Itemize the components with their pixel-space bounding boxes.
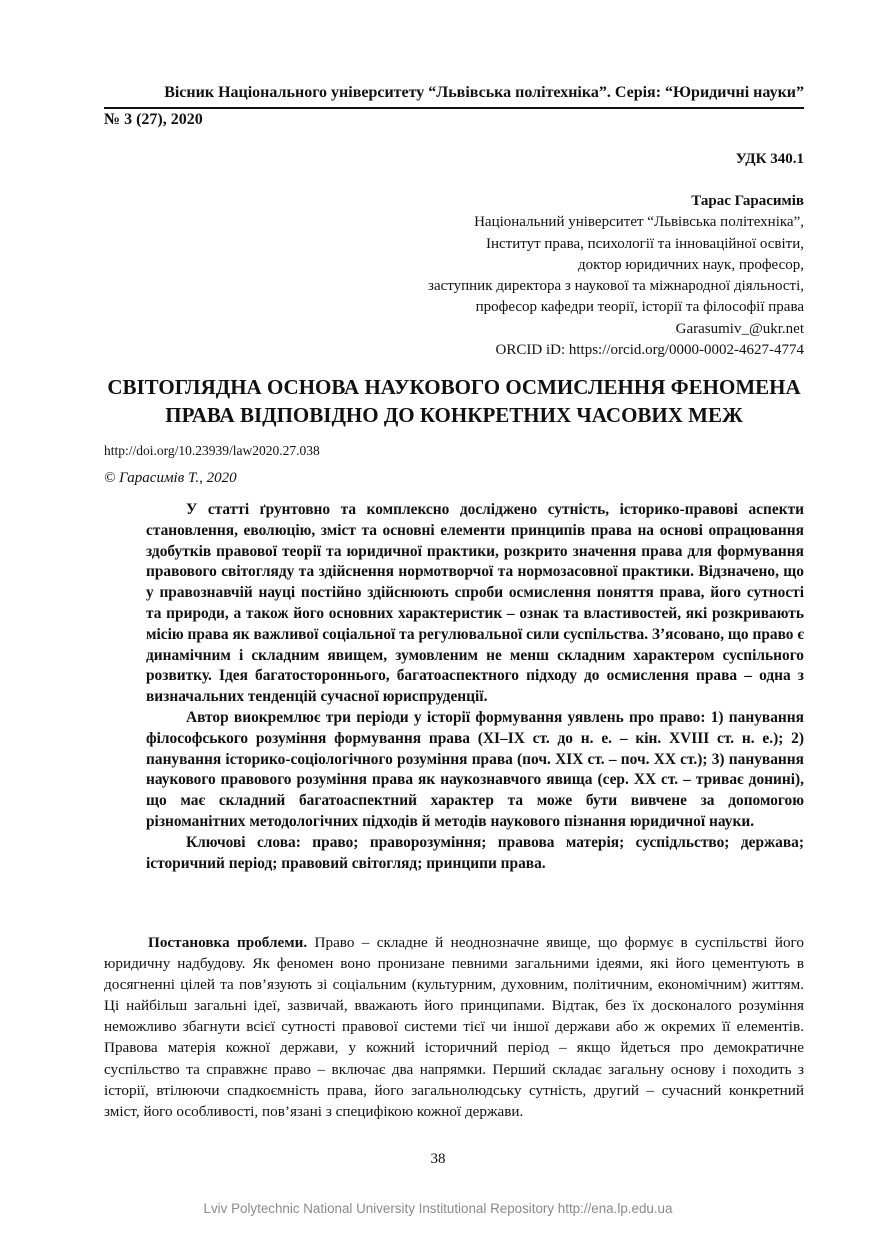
author-affiliation-university: Національний університет “Львівська політехніка”, [474,214,804,231]
author-block [324,191,804,361]
article-title [104,373,804,429]
header-divider [104,107,804,109]
author-degree: доктор юридичних наук, професор, [578,256,804,273]
body-paragraph [104,932,804,1122]
author-name: Тарас Гарасимів [691,193,804,209]
issue-number: № 3 (27), 2020 [104,111,203,128]
title-line-2: ПРАВА ВІДПОВІДНО ДО КОНКРЕТНИХ ЧАСОВИХ МЕЖ [165,403,743,427]
journal-header: Вісник Національного університету “Львівська політехніка”. Серія: “Юридичні науки” [164,84,804,101]
body-paragraph-text: Право – складне й неоднозначне явище, що формує в суспільстві його юридичну надбудову. Як феномен воно пронизане певними загальними ідеями, які його цементують в досягненні цілей та пов’язують зі соціальним (культурним, духовним, політичним, економічним) життям. Ці найбільш загальні ідеї, зазвичай, вважають його принципами. Відтак, без їх досконалого розуміння неможливо збагнути всієї сутності правової системи тієї чи іншої держави або ж окремих її елементів. Правова матерія кожної держави, у кожний історичний період – якщо йдеться про демократичне суспільство та справжнє право – включає два напрямки. Перший складає загальну основу і походить з історії, втілюючи спадкоємність права, його загальнолюдську сутність, другий – сучасний конкретний зміст, його особливості, пов’язані з специфікою кожної держави. [104,934,804,1120]
page-number: 38 [430,1151,446,1167]
abstract [146,500,804,874]
doi-link: http://doi.org/10.23939/law2020.27.038 [104,443,320,458]
title-line-1: СВІТОГЛЯДНА ОСНОВА НАУКОВОГО ОСМИСЛЕННЯ ФЕНОМЕНА [107,375,801,399]
problem-statement-heading: Постановка проблеми. [148,934,308,951]
author-department: професор кафедри теорії, історії та філософії права [475,299,804,316]
author-position: заступник директора з наукової та міжнародної діяльності, [428,278,804,295]
udc-code: УДК 340.1 [735,151,804,167]
repository-footer: Lviv Polytechnic National University Institutional Repository http://ena.lp.edu.ua [203,1201,673,1216]
author-orcid: ORCID iD: https://orcid.org/0000-0002-4627-4774 [495,342,804,359]
abstract-paragraph-1: У статті ґрунтовно та комплексно досліджено сутність, історико-правові аспекти становлення, еволюцію, зміст та основні елементи принципів права на основі опрацювання здобутків правової теорії та юридичної практики, розкрито значення права для формування правового світогляду та здійснення нормотворчої та нормозасовної практики. Відзначено, що у правознавчій науці постійно здійснюють спроби осмислення поняття права, його сутності та природи, а також його основних характеристик – ознак та властивостей, які розкривають місію права як важливої соціальної та регулювальної сили суспільства. З’ясовано, що право є динамічним і складним явищем, зумовленим не менш складним характером суспільного розвитку. Ідея багатостороннього, багатоаспектного підходу до осмислення права – одна з визначальних тенденцій сучасної юриспруденції. [146,501,804,706]
body-section [104,932,804,1122]
abstract-keywords: Ключові слова: право; праворозуміння; правова матерія; суспідльство; держава; історичний період; правовий світогляд; принципи права. [146,833,804,872]
author-affiliation-institute: Інститут права, психології та інноваційної освіти, [485,235,804,252]
copyright-notice: © Гарасимів Т., 2020 [104,470,237,486]
abstract-paragraph-2: Автор виокремлює три періоди у історії формування уявлень про право: 1) панування філософського розуміння формування права (XI–IX ст. до н. е. – кін. XVIII ст. н. е.); 2) панування історико-соціологічного розуміння права (поч. XIX ст. – поч. XX ст.); 3) панування наукового правового розуміння права як наукознавчого явища (сер. XX ст. – триває донині), що має складний багатоаспектний характер та може бути вивчене за допомогою різноманітних методологічних підходів й методів наукового пізнання юридичної науки. [146,708,804,830]
author-email: Garasumiv_@ukr.net [675,320,804,337]
